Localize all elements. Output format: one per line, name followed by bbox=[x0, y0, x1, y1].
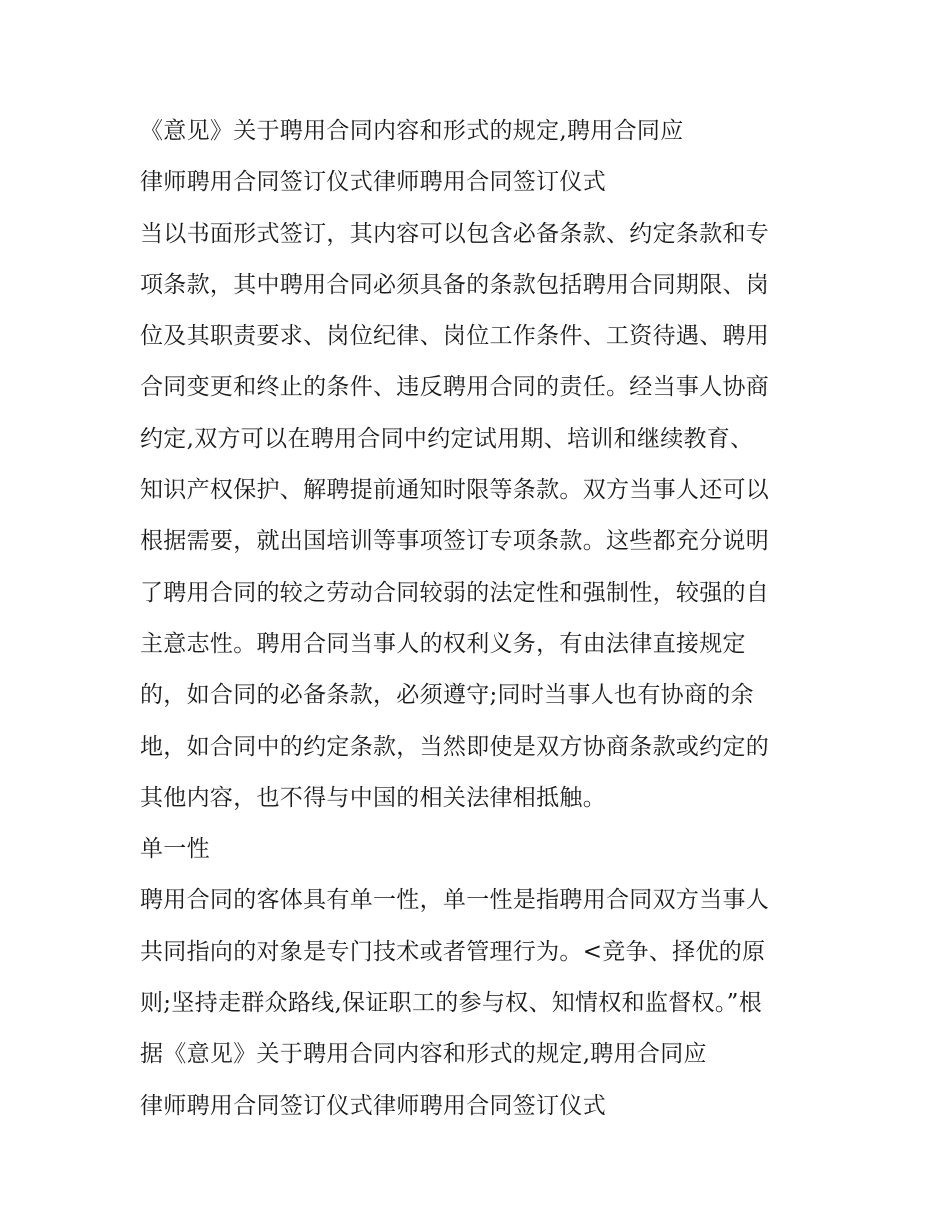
text-line: 合同变更和终止的条件、违反聘用合同的责任。经当事人协商 bbox=[140, 374, 770, 401]
document-body bbox=[140, 106, 820, 1132]
text-line: 约定,双方可以在聘用合同中约定试用期、培训和继续教育、 bbox=[140, 425, 754, 452]
text-line: 《意见》关于聘用合同内容和形式的规定,聘用合同应 bbox=[140, 118, 684, 144]
section-heading: 单一性 bbox=[140, 836, 210, 863]
text-line: 当以书面形式签订，其内容可以包含必备条款、约定条款和专 bbox=[140, 220, 770, 247]
text-line: 知识产权保护、解聘提前通知时限等条款。双方当事人还可以 bbox=[140, 477, 770, 504]
text-line: 其他内容，也不得与中国的相关法律相抵触。 bbox=[140, 784, 606, 811]
text-line: 据《意见》关于聘用合同内容和形式的规定,聘用合同应 bbox=[140, 1041, 707, 1068]
text-line: 地，如合同中的约定条款，当然即使是双方协商条款或约定的 bbox=[140, 733, 770, 760]
text-line: 了聘用合同的较之劳动合同较弱的法定性和强制性，较强的自 bbox=[140, 579, 770, 606]
text-line: 则;坚持走群众路线,保证职工的参与权、知情权和监督权。”根 bbox=[140, 990, 763, 1017]
text-line: 主意志性。聘用合同当事人的权利义务，有由法律直接规定 bbox=[140, 630, 746, 657]
text-line: 根据需要，就出国培训等事项签订专项条款。这些都充分说明 bbox=[140, 528, 770, 555]
text-line: 律师聘用合同签订仪式律师聘用合同签订仪式 bbox=[140, 1092, 606, 1119]
text-line: 共同指向的对象是专门技术或者管理行为。<竞争、择优的原 bbox=[140, 938, 766, 965]
text-line: 位及其职责要求、岗位纪律、岗位工作条件、工资待遇、聘用 bbox=[140, 323, 770, 350]
text-line: 聘用合同的客体具有单一性，单一性是指聘用合同双方当事人 bbox=[140, 887, 770, 914]
text-line: 律师聘用合同签订仪式律师聘用合同签订仪式 bbox=[140, 169, 606, 196]
text-line: 的，如合同的必备条款，必须遵守;同时当事人也有协商的余 bbox=[140, 682, 754, 709]
text-line: 项条款，其中聘用合同必须具备的条款包括聘用合同期限、岗 bbox=[140, 271, 770, 298]
